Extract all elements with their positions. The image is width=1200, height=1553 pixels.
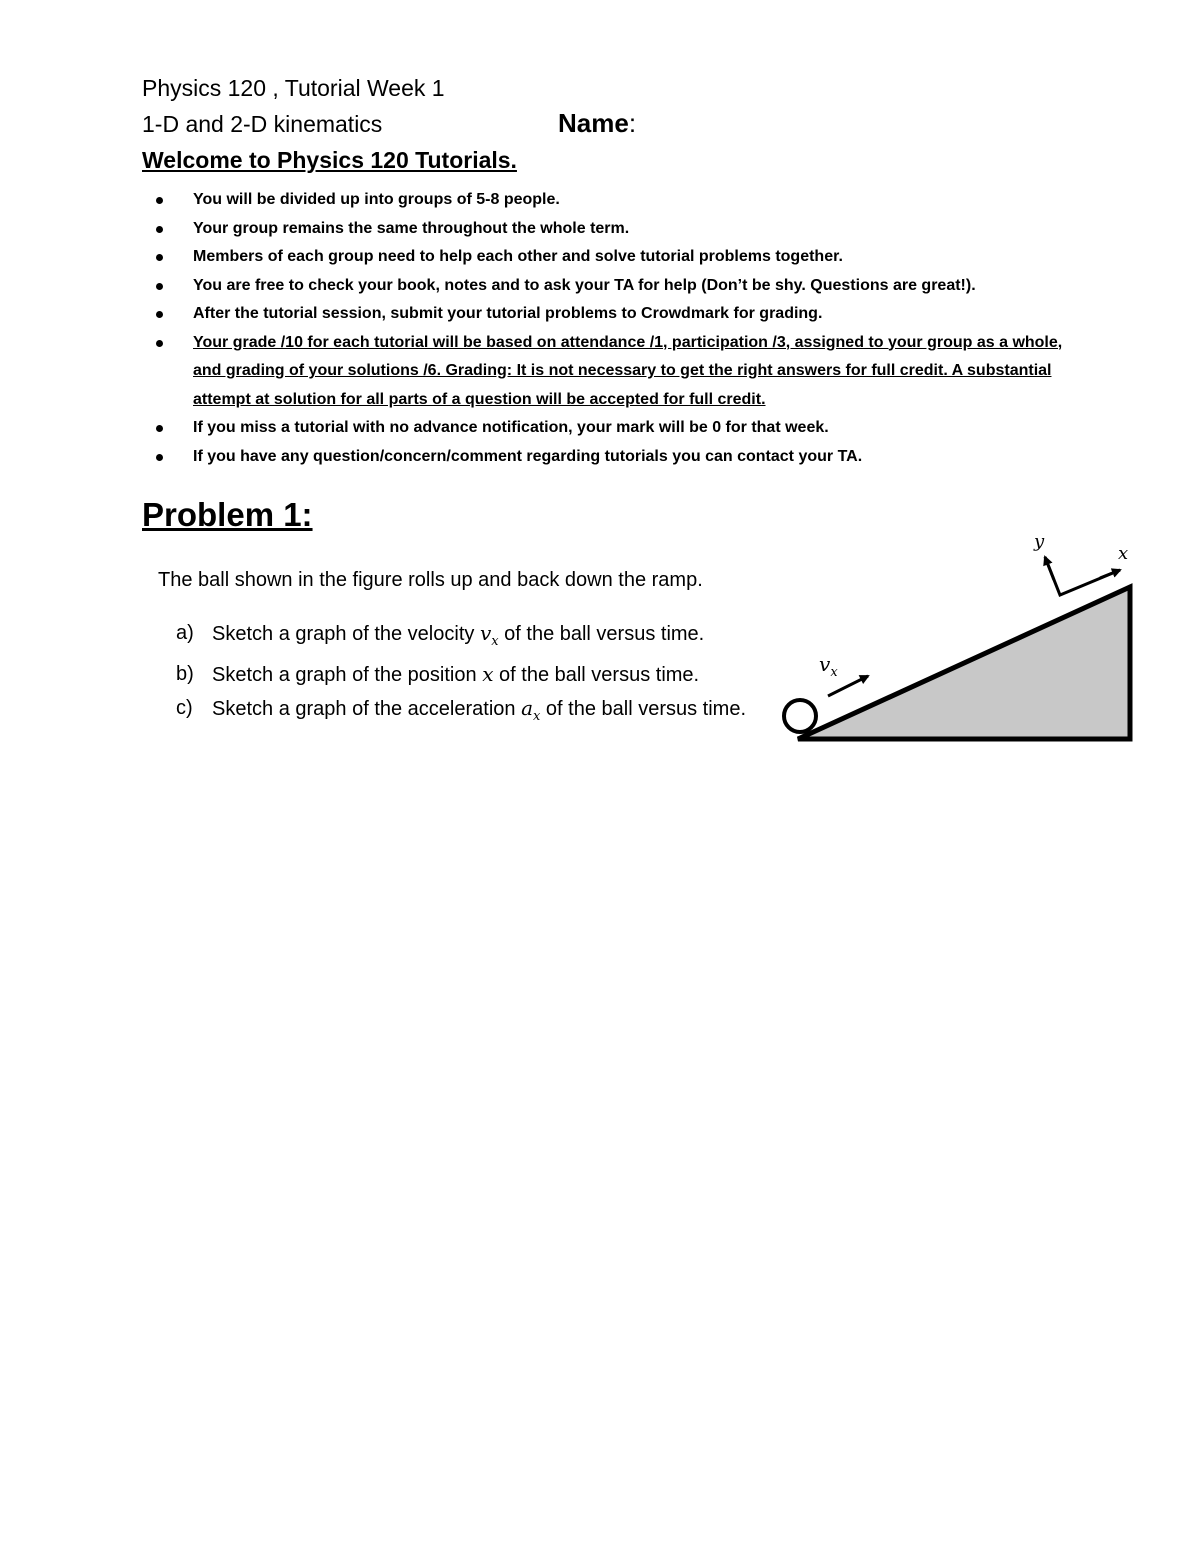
velocity-subscript: x xyxy=(830,665,838,680)
ramp-figure xyxy=(770,525,1150,755)
bullet-icon xyxy=(156,283,163,290)
rule-text: If you miss a tutorial with no advance notification, your mark will be 0 for that week. xyxy=(193,419,829,436)
rule-text: Your group remains the same throughout the whole term. xyxy=(193,219,630,237)
topic-title: 1-D and 2-D kinematics xyxy=(142,111,383,137)
y-axis-arrow-icon xyxy=(1045,557,1054,580)
part-symbol xyxy=(521,696,541,724)
problem-part-c xyxy=(176,692,756,733)
part-text-end: of the ball versus time. xyxy=(498,623,705,645)
part-marker: a) xyxy=(176,622,194,644)
rule-item xyxy=(156,243,1076,272)
problem-part-b xyxy=(176,658,756,692)
bullet-icon xyxy=(156,226,163,233)
symbol-sub: x xyxy=(491,634,499,649)
part-text-end: of the ball versus time. xyxy=(540,698,747,720)
ramp-triangle xyxy=(798,587,1130,739)
part-marker: b) xyxy=(176,663,194,685)
rule-text: If you have any question/concern/comment regarding tutorials you can contact your TA. xyxy=(193,447,863,465)
symbol-main: a xyxy=(521,696,534,720)
rule-item xyxy=(156,215,1076,244)
problem-title: Problem 1: xyxy=(142,496,313,533)
x-axis-arrow-icon xyxy=(1100,570,1120,578)
rule-item xyxy=(156,186,1076,215)
name-label-colon: : xyxy=(628,108,637,138)
rule-text: Members of each group need to help each other and solve tutorial problems together. xyxy=(193,248,843,265)
rule-item xyxy=(156,272,1076,301)
rule-item xyxy=(156,443,1076,472)
welcome-heading: Welcome to Physics 120 Tutorials. xyxy=(142,147,517,173)
name-label-text: Name xyxy=(558,108,629,138)
bullet-icon xyxy=(156,254,163,261)
problem-intro: The ball shown in the figure rolls up and back down the ramp. xyxy=(158,569,703,591)
bullet-icon xyxy=(156,311,163,318)
rule-item-grading xyxy=(156,329,1076,415)
part-text: Sketch a graph of the acceleration xyxy=(212,698,522,720)
name-label xyxy=(558,107,636,139)
y-axis-label: y xyxy=(1034,531,1045,552)
problem-part-a xyxy=(176,617,756,658)
part-symbol xyxy=(482,662,493,686)
part-marker: c) xyxy=(176,697,193,719)
rule-text: You are free to check your book, notes and to ask your TA for help (Don’t be shy. Questions are great!). xyxy=(193,276,976,294)
x-axis-label: x xyxy=(1118,543,1129,564)
bullet-icon xyxy=(156,340,163,347)
rule-text: Your grade /10 for each tutorial will be based on attendance /1, participation /3, assigned to your group as a whole, and grading of your solutions /6. Grading: It is not necessary to get the right answers for full credit. A substantial attempt at solution for all parts of a question will be accepted for full credit. xyxy=(193,333,1063,408)
velocity-label xyxy=(819,652,838,680)
rule-item xyxy=(156,414,1076,443)
problem-parts xyxy=(176,617,756,733)
symbol-main: v xyxy=(479,621,492,645)
rules-list xyxy=(156,186,1076,471)
rule-text: After the tutorial session, submit your tutorial problems to Crowdmark for grading. xyxy=(193,305,823,322)
part-text-end: of the ball versus time. xyxy=(493,664,700,686)
bullet-icon xyxy=(156,454,163,461)
symbol-sub: x xyxy=(533,709,541,724)
part-text: Sketch a graph of the velocity xyxy=(212,623,480,645)
symbol-main: x xyxy=(482,662,494,686)
rule-item xyxy=(156,300,1076,329)
bullet-icon xyxy=(156,425,163,432)
part-text: Sketch a graph of the position xyxy=(212,664,483,686)
velocity-symbol: v xyxy=(819,652,831,676)
part-symbol xyxy=(479,621,499,649)
ball-icon xyxy=(784,700,816,732)
course-title: Physics 120 , Tutorial Week 1 xyxy=(142,75,445,101)
rule-text: You will be divided up into groups of 5-8 people. xyxy=(193,191,560,208)
bullet-icon xyxy=(156,197,163,204)
